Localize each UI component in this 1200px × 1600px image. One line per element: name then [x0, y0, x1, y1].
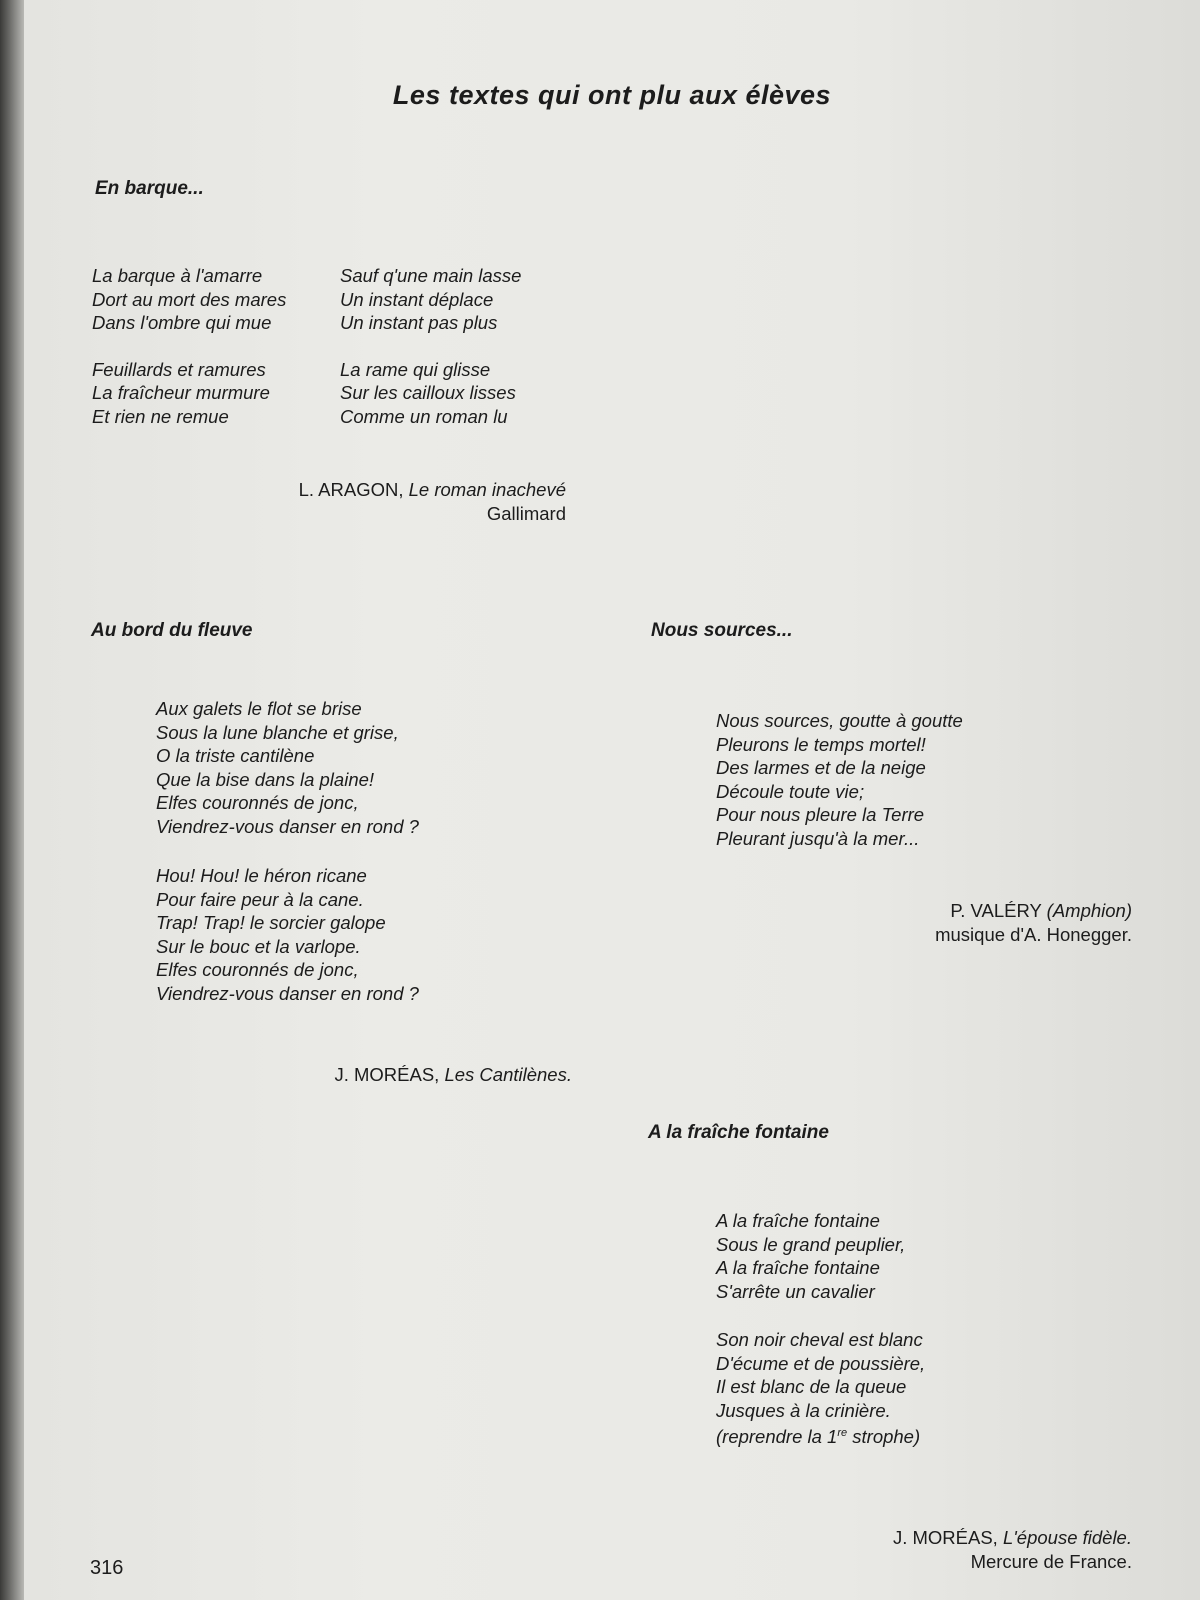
sources-poem — [716, 709, 963, 850]
heading-nous-sources: Nous sources... — [651, 620, 793, 641]
verse-line: Et rien ne remue — [92, 405, 229, 427]
verse-line: Nous sources, goutte à goutte — [716, 710, 963, 731]
verse-line: Comme un roman lu — [340, 405, 508, 427]
work-title: L'épouse fidèle. — [1002, 1527, 1132, 1548]
book-page — [24, 0, 1200, 1600]
verse-line: Que la bise dans la plaine! — [156, 768, 375, 790]
fontaine-credit — [893, 1526, 1132, 1574]
verse-line: Sous le grand peuplier, — [716, 1233, 906, 1255]
barque-right-column — [340, 264, 521, 428]
repeat-note: (reprendre la 1re strophe) — [716, 1426, 921, 1448]
work-title: (Amphion) — [1046, 900, 1132, 921]
verse-line: Aux galets le flot se brise — [156, 698, 362, 719]
author-name: J. MORÉAS, — [892, 1527, 998, 1548]
verse-line: Un instant pas plus — [340, 312, 498, 333]
book-binding-shadow — [0, 0, 24, 1600]
verse-line: Hou! Hou! le héron ricane — [156, 865, 367, 886]
fleuve-credit — [334, 1063, 572, 1087]
verse-line: Jusques à la crinière. — [716, 1399, 891, 1421]
verse-line: Des larmes et de la neige — [716, 757, 926, 778]
publisher-name: Mercure de France. — [970, 1551, 1132, 1572]
verse-line: Sur le bouc et la varlope. — [156, 935, 361, 957]
sources-credit — [935, 899, 1132, 947]
heading-au-bord-du-fleuve: Au bord du fleuve — [91, 620, 253, 641]
verse-line: Un instant déplace — [340, 288, 494, 310]
verse-line: A la fraîche fontaine — [716, 1257, 880, 1278]
barque-credit — [299, 478, 566, 526]
author-name: P. VALÉRY — [950, 900, 1042, 921]
fontaine-poem — [716, 1209, 925, 1449]
verse-line: Viendrez-vous danser en rond ? — [156, 815, 419, 837]
verse-line: Elfes couronnés de jonc, — [156, 792, 359, 813]
verse-line: Sauf q'une main lasse — [340, 265, 522, 286]
verse-line: Pour nous pleure la Terre — [716, 804, 925, 825]
verse-line: Dort au mort des mares — [92, 288, 287, 310]
verse-line: Son noir cheval est blanc — [716, 1329, 923, 1350]
verse-line: Viendrez-vous danser en rond ? — [156, 982, 419, 1004]
verse-line: Elfes couronnés de jonc, — [156, 959, 359, 980]
verse-line: S'arrête un cavalier — [716, 1280, 875, 1302]
verse-line: La fraîcheur murmure — [92, 382, 270, 403]
verse-line: Découle toute vie; — [716, 780, 865, 802]
verse-line: A la fraîche fontaine — [716, 1210, 880, 1231]
verse-line: Il est blanc de la queue — [716, 1376, 907, 1397]
verse-line: Feuillards et ramures — [92, 358, 266, 380]
music-credit: musique d'A. Honegger. — [935, 924, 1132, 945]
verse-line: La barque à l'amarre — [92, 265, 263, 286]
barque-left-column — [92, 264, 286, 428]
work-title: Le roman inachevé — [408, 479, 566, 500]
verse-line: Trap! Trap! le sorcier galope — [156, 912, 386, 933]
page-number: 316 — [90, 1557, 124, 1579]
verse-line: Dans l'ombre qui mue — [92, 312, 272, 333]
verse-line: O la triste cantilène — [156, 745, 315, 766]
author-name: L. ARAGON, — [298, 479, 404, 500]
verse-line: Sous la lune blanche et grise, — [156, 721, 399, 743]
verse-line: Sur les cailloux lisses — [340, 382, 516, 403]
verse-line: Pour faire peur à la cane. — [156, 888, 364, 910]
heading-a-la-fraiche-fontaine: A la fraîche fontaine — [648, 1122, 829, 1143]
verse-line: La rame qui glisse — [340, 358, 491, 380]
verse-line: D'écume et de poussière, — [716, 1352, 926, 1374]
publisher-name: Gallimard — [486, 503, 566, 524]
verse-line: Pleurant jusqu'à la mer... — [716, 827, 920, 849]
fleuve-poem — [156, 697, 419, 1005]
heading-en-barque: En barque... — [95, 178, 204, 199]
author-name: J. MORÉAS, — [334, 1064, 440, 1085]
work-title: Les Cantilènes. — [444, 1064, 572, 1085]
verse-line: Pleurons le temps mortel! — [716, 733, 926, 755]
page-title: Les textes qui ont plu aux élèves — [392, 80, 832, 110]
